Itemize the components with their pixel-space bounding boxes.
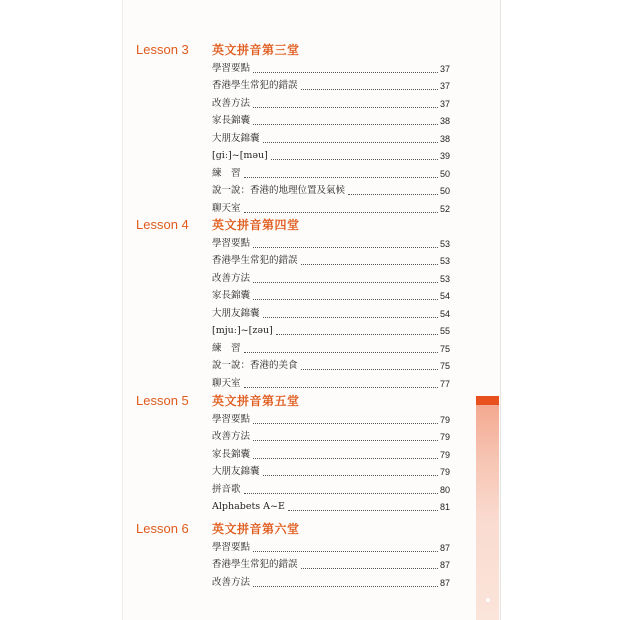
dot-leader [253,72,438,73]
dot-leader [253,423,438,424]
entry-title: Alphabets A~E [212,501,285,512]
toc-entry[interactable] [212,372,450,390]
entry-title: 家長錦囊 [212,448,251,460]
entry-title: 學習要點 [212,62,251,74]
toc-entry[interactable] [212,337,450,355]
lesson-title: 英文拼音第六堂 [212,522,300,536]
entry-title: 學習要點 [212,237,251,249]
entry-page: 87 [439,560,450,570]
entry-page: 79 [439,467,450,477]
entry-title: 改善方法 [212,97,251,109]
entry-title: 大朋友錦囊 [212,466,260,477]
entry-title: 說一說：香港的地理位置及氣候 [212,185,346,196]
dot-leader [244,212,438,213]
dot-leader [244,352,438,353]
toc-entry[interactable] [212,554,450,572]
dot-leader [253,299,438,300]
toc-entries [212,408,450,513]
entry-page: 87 [439,542,450,553]
entry-title: [giː]~[məu] [212,150,268,161]
entry-page: 81 [439,502,450,512]
lesson-title: 英文拼音第三堂 [212,43,300,57]
toc-entry[interactable] [212,250,450,268]
entry-title: 香港學生常犯的錯誤 [212,559,298,570]
entry-title: 改善方法 [212,576,251,588]
entry-title: 練 習 [212,342,241,354]
entry-title: 改善方法 [212,272,251,284]
toc-entry[interactable] [212,536,450,554]
entry-page: 79 [439,449,450,460]
section-tab-accent [476,396,499,405]
entry-page: 52 [439,203,450,214]
entry-page: 54 [439,291,450,301]
toc-entry[interactable] [212,426,450,444]
entry-page: 38 [439,133,450,144]
dot-leader [301,568,438,569]
section-tab [476,398,499,620]
entry-page: 50 [439,168,450,179]
entry-title: 香港學生常犯的錯誤 [212,255,298,266]
dot-leader [301,89,438,90]
lesson-label: Lesson 4 [136,217,189,232]
dot-leader [244,493,438,494]
dot-leader [288,510,438,511]
toc-entry[interactable] [212,110,450,128]
toc-entry[interactable] [212,571,450,589]
entry-title: 聊天室 [212,202,241,214]
dot-leader [271,159,438,160]
entry-page: 37 [439,98,450,109]
entry-title: 家長錦囊 [212,115,251,126]
dot-leader [253,282,438,283]
entry-page: 39 [439,151,450,161]
lesson-title: 英文拼音第四堂 [212,218,300,232]
lesson-title: 英文拼音第五堂 [212,394,300,408]
entry-title: 學習要點 [212,541,251,553]
dot-leader [348,194,438,195]
entry-page: 55 [439,326,450,336]
entry-page: 50 [439,186,450,196]
entry-page: 80 [439,484,450,495]
toc-entry[interactable] [212,162,450,180]
entry-title: 拼音歌 [212,483,241,495]
toc-entry[interactable] [212,92,450,110]
toc-entry[interactable] [212,496,450,514]
entry-page: 53 [439,273,450,284]
entry-page: 75 [439,361,450,371]
entry-title: 家長錦囊 [212,290,251,301]
lesson-label: Lesson 3 [136,42,189,57]
dot-leader [276,334,438,335]
entry-title: 學習要點 [212,413,251,425]
entry-page: 37 [439,63,450,74]
toc-entry[interactable] [212,127,450,145]
dot-leader [253,586,438,587]
toc-entry[interactable] [212,408,450,426]
dot-leader [301,369,438,370]
entry-page: 87 [439,577,450,588]
toc-entry[interactable] [212,443,450,461]
tab-mark-icon: ▪ [485,596,491,604]
toc-entry[interactable] [212,267,450,285]
entry-title: 香港學生常犯的錯誤 [212,80,298,91]
toc-entry[interactable] [212,320,450,338]
toc-entries [212,232,450,390]
toc-entry[interactable] [212,180,450,198]
entry-page: 79 [439,432,450,442]
entry-page: 54 [439,308,450,319]
lesson-label: Lesson 6 [136,521,189,536]
entry-page: 77 [439,378,450,389]
dot-leader [301,264,438,265]
entry-page: 38 [439,116,450,126]
toc-entry[interactable] [212,302,450,320]
entry-page: 37 [439,81,450,91]
dot-leader [263,142,438,143]
entry-title: [mjuː]~[zəu] [212,325,273,336]
dot-leader [253,124,438,125]
toc-entry[interactable] [212,355,450,373]
dot-leader [253,551,438,552]
toc-entry[interactable] [212,232,450,250]
entry-page: 53 [439,256,450,266]
toc-entry[interactable] [212,285,450,303]
toc-entries [212,536,450,589]
toc-entry[interactable] [212,75,450,93]
toc-entry[interactable] [212,57,450,75]
toc-entries [212,57,450,215]
dot-leader [244,387,438,388]
entry-title: 練 習 [212,167,241,179]
entry-page: 75 [439,343,450,354]
toc-entry[interactable] [212,478,450,496]
dot-leader [263,475,438,476]
dot-leader [244,177,438,178]
entry-page: 53 [439,238,450,249]
entry-title: 聊天室 [212,377,241,389]
entry-title: 大朋友錦囊 [212,132,260,144]
dot-leader [253,107,438,108]
dot-leader [263,317,438,318]
toc-entry[interactable] [212,145,450,163]
toc-entry[interactable] [212,461,450,479]
dot-leader [253,458,438,459]
entry-title: 改善方法 [212,431,251,442]
lesson-label: Lesson 5 [136,393,189,408]
entry-title: 大朋友錦囊 [212,307,260,319]
entry-page: 79 [439,414,450,425]
dot-leader [253,247,438,248]
dot-leader [253,440,438,441]
toc-entry[interactable] [212,197,450,215]
entry-title: 說一說：香港的美食 [212,360,298,371]
